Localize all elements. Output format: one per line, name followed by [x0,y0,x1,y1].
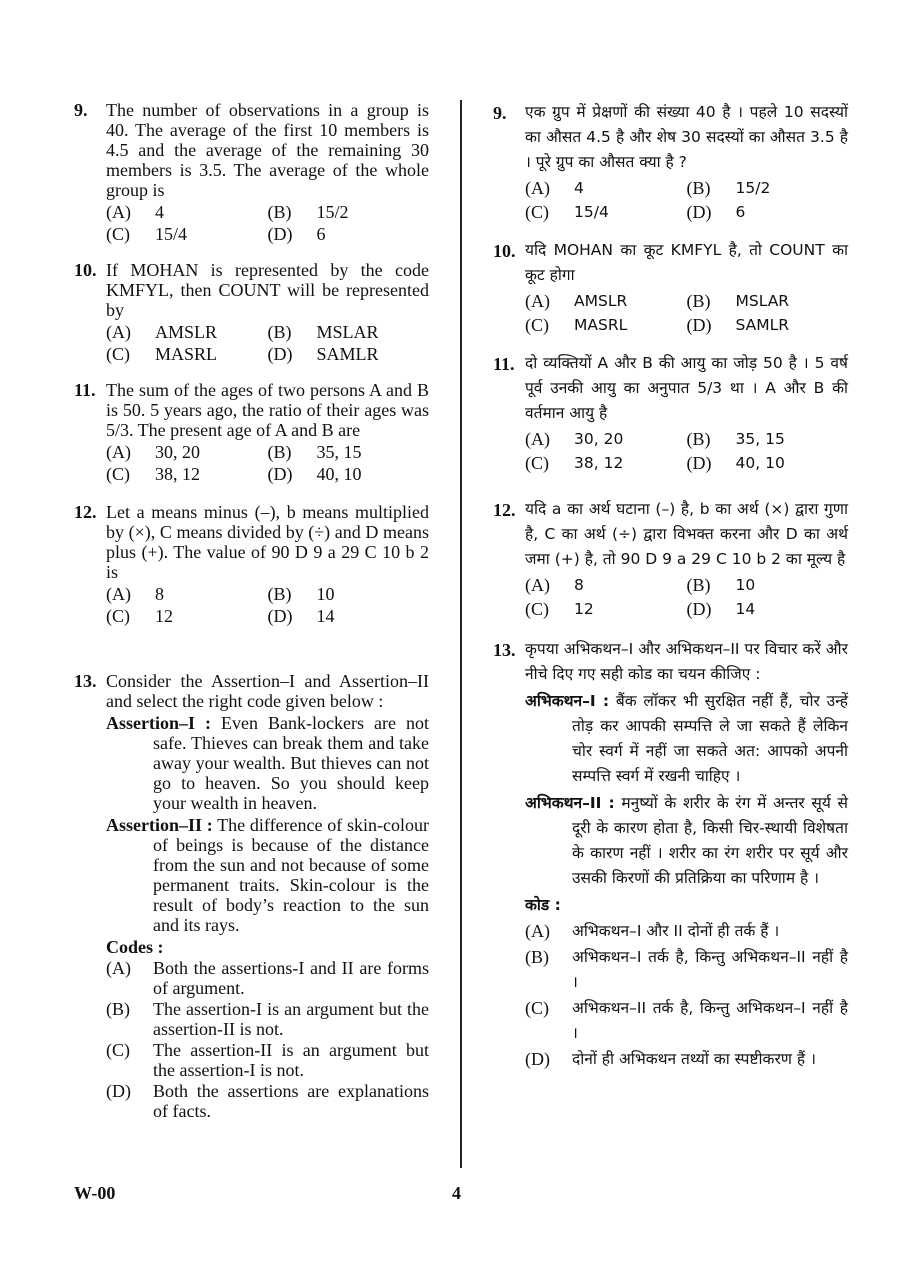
option-a[interactable]: (A) 4 [106,202,164,222]
option-a[interactable]: (A) AMSLR [106,322,218,342]
options [525,573,848,621]
option-b[interactable]: (B) 35, 15 [686,429,785,449]
option-d[interactable]: (D) 40, 10 [267,464,362,484]
question-number: 12. [74,502,97,522]
question-number: 13. [74,671,97,691]
code-option-c[interactable]: (C) अभिकथन–II तर्क है, किन्तु अभिकथन–I नहीं है । [525,998,848,1042]
english-column [74,100,429,1121]
question-text: The sum of the ages of two persons A and B is 50. 5 years ago, the ratio of their ages was 5/3. The present age of A and B are [106,380,429,440]
option-b[interactable]: (B) 10 [267,584,335,604]
option-c[interactable]: (C) 15/4 [106,224,188,244]
option-a[interactable]: (A) 30, 20 [106,442,200,462]
code-option-d[interactable]: (D) Both the assertions are explanations of facts. [106,1081,429,1121]
assertion-1-text: बैंक लॉकर भी सुरक्षित नहीं हैं, चोर उन्हें तोड़ कर आपकी सम्पत्ति ले जा सकते हैं लेकिन चोर स्वर्ग में नहीं जा सकते अत: आपको अपनी सम्पत्ति स्वर्ग में रखनी चाहिए । [572,692,848,785]
assertion-2-label: Assertion–II : [106,815,213,835]
question-text: The number of observations in a group is 40. The average of the first 10 members is 4.5 and the average of the remaining 30 members is 3.5. The average of the whole group is [106,100,429,200]
option-d[interactable]: (D) 40, 10 [686,453,785,473]
codes-heading: कोड : [525,896,561,914]
option-a[interactable]: (A) 8 [106,584,164,604]
option-d[interactable]: (D) 14 [686,599,756,619]
question-12-en [74,502,429,627]
question-11-hi [493,351,848,475]
question-text: यदि MOHAN का कूट KMFYL है, तो COUNT का कूट होगा [525,241,848,284]
question-9-en [74,100,429,245]
assertion-1 [525,689,848,789]
options [525,289,848,337]
options [106,201,429,245]
assertion-2 [525,791,848,891]
question-text: कृपया अभिकथन–I और अभिकथन–II पर विचार करें और नीचे दिए गए सही कोड का चयन कीजिए : [525,640,848,683]
option-c[interactable]: (C) 12 [106,606,173,626]
options [106,321,429,365]
options [525,176,848,224]
assertion-1-label: अभिकथन–I : [525,692,610,710]
code-option-a[interactable]: (A) Both the assertions-I and II are forms of argument. [106,958,429,998]
option-a[interactable]: (A) 4 [525,178,584,198]
question-9-hi [493,100,848,224]
question-number: 9. [493,103,507,123]
option-d[interactable]: (D) 6 [267,224,326,244]
option-c[interactable]: (C) 15/4 [525,202,609,222]
code-option-b[interactable]: (B) The assertion-I is an argument but the assertion-II is not. [106,999,429,1039]
assertion-1-label: Assertion–I : [106,713,212,733]
options [106,583,429,627]
option-b[interactable]: (B) 15/2 [267,202,349,222]
question-number: 10. [74,260,97,280]
option-b[interactable]: (B) 35, 15 [267,442,362,462]
question-number: 11. [74,380,96,400]
question-text: दो व्यक्तियों A और B की आयु का जोड़ 50 है । 5 वर्ष पूर्व उनकी आयु का अनुपात 5/3 था । A और B की वर्तमान आयु है [525,354,848,422]
option-b[interactable]: (B) 10 [686,575,756,595]
question-text: यदि a का अर्थ घटाना (–) है, b का अर्थ (×) द्वारा गुणा है, C का अर्थ (÷) द्वारा विभक्त करना और D का अर्थ जमा (+) है, तो 90 D 9 a 29 C 10 b 2 का मूल्य है [525,500,848,568]
question-12-hi [493,497,848,621]
codes-heading: Codes : [106,937,164,957]
assertion-2-label: अभिकथन–II : [525,794,615,812]
assertion-2 [106,815,429,935]
question-13-en [74,671,429,1121]
question-number: 13. [493,640,516,660]
question-13-hi [493,637,848,1072]
question-text: एक ग्रुप में प्रेक्षणों की संख्या 40 है । पहले 10 सदस्यों का औसत 4.5 है और शेष 30 सदस्यों का औसत 3.5 है । पूरे ग्रुप का औसत क्या है ? [525,103,848,171]
page-number: 4 [452,1183,461,1203]
option-b[interactable]: (B) MSLAR [267,322,379,342]
option-c[interactable]: (C) MASRL [106,344,218,364]
option-c[interactable]: (C) 38, 12 [525,453,624,473]
assertion-1 [106,713,429,813]
assertion-2-text: The difference of skin-colour of beings is because of the distance from the sun and not because of some permanent traits. Skin-colour is the result of body’s reaction to the sun and its rays. [153,815,429,935]
options [525,427,848,475]
option-a[interactable]: (A) 30, 20 [525,429,624,449]
question-number: 10. [493,241,516,261]
option-a[interactable]: (A) 8 [525,575,584,595]
assertion-2-text: मनुष्यों के शरीर के रंग में अन्तर सूर्य से दूरी के कारण होता है, किसी चिर-स्थायी विशेषता के कारण नहीं । शरीर का रंग शरीर पर सूर्य और उसकी किरणों की प्रतिक्रिया का परिणाम है । [572,794,848,887]
code-option-b[interactable]: (B) अभिकथन–I तर्क है, किन्तु अभिकथन–II नहीं है । [525,947,848,991]
question-number: 9. [74,100,88,120]
question-10-en [74,260,429,365]
question-number: 12. [493,500,516,520]
code-option-a[interactable]: (A) अभिकथन–I और II दोनों ही तर्क हैं । [525,921,780,941]
option-b[interactable]: (B) MSLAR [686,291,790,311]
option-b[interactable]: (B) 15/2 [686,178,771,198]
question-number: 11. [493,354,515,374]
question-text: If MOHAN is represented by the code KMFYL, then COUNT will be represented by [106,260,429,320]
code-option-c[interactable]: (C) The assertion-II is an argument but the assertion-I is not. [106,1040,429,1080]
assertion-1-text: Even Bank-lockers are not safe. Thieves can break them and take away your wealth. But thieves can not go to heaven. So you should keep your wealth in heaven. [153,713,429,813]
options [106,441,429,485]
booklet-code: W-00 [74,1183,116,1203]
option-d[interactable]: (D) SAMLR [686,315,790,335]
option-a[interactable]: (A) AMSLR [525,291,628,311]
question-text: Consider the Assertion–I and Assertion–II and select the right code given below : [106,671,429,711]
option-c[interactable]: (C) 38, 12 [106,464,200,484]
option-d[interactable]: (D) SAMLR [267,344,379,364]
option-d[interactable]: (D) 14 [267,606,335,626]
question-text: Let a means minus (–), b means multiplied by (×), C means divided by (÷) and D means plus (+). The value of 90 D 9 a 29 C 10 b 2 is [106,502,429,582]
question-10-hi [493,238,848,337]
option-c[interactable]: (C) 12 [525,599,594,619]
code-option-d[interactable]: (D) दोनों ही अभिकथन तथ्यों का स्पष्टीकरण हैं । [525,1049,816,1069]
option-d[interactable]: (D) 6 [686,202,746,222]
question-11-en [74,380,429,485]
option-c[interactable]: (C) MASRL [525,315,628,335]
hindi-column [493,100,848,1072]
column-divider [460,100,462,1168]
